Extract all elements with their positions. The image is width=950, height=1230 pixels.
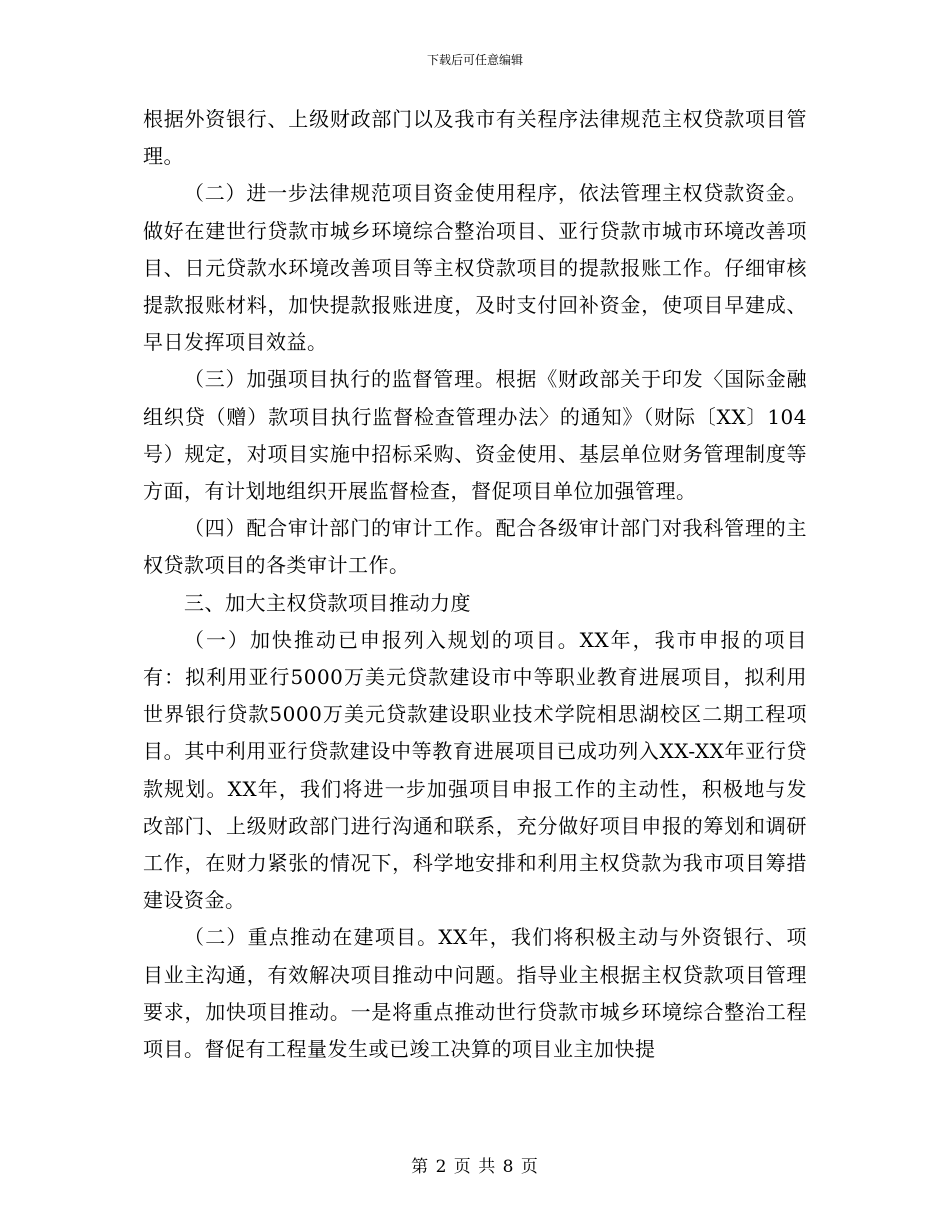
section-heading-3: 三、加大主权贷款项目推动力度	[184, 590, 471, 615]
paragraph-subsection-1: （一）加快推动已申报列入规划的项目。XX年，我市申报的项目有：拟利用亚行5000万美元贷款建设市中等职业教育进展项目，拟利用世界银行贷款5000万美元贷款建设职业技术学院相思湖校区二期工程项目。其中利用亚行贷款建设中等教育进展项目已成功列入XX-XX年亚行贷款规划。XX年，我们将进一步加强项目申报工作的主动性，积极地与发改部门、上级财政部门进行沟通和联系，充分做好项目申报的筹划和调研工作，在财力紧张的情况下，科学地安排和利用主权贷款为我市项目筹措建设资金。	[143, 627, 807, 913]
page-header-note: 下载后可任意编辑	[426, 53, 523, 67]
paragraph-section-4: （四）配合审计部门的审计工作。配合各级审计部门对我科管理的主权贷款项目的各类审计工作。	[143, 516, 807, 578]
paragraph-subsection-2: （二）重点推动在建项目。XX年，我们将积极主动与外资银行、项目业主沟通，有效解决项目推动中问题。指导业主根据主权贷款项目管理要求，加快项目推动。一是将重点推动世行贷款市城乡环境综合整治工程项目。督促有工程量发生或已竣工决算的项目业主加快提	[143, 925, 807, 1062]
paragraph-section-2: （二）进一步法律规范项目资金使用程序，依法管理主权贷款资金。做好在建世行贷款市城乡环境综合整治项目、亚行贷款市城市环境改善项目、日元贷款水环境改善项目等主权贷款项目的提款报账工作。仔细审核提款报账材料，加快提款报账进度，及时支付回补资金，使项目早建成、早日发挥项目效益。	[143, 181, 807, 355]
page-number: 第 2 页 共 8 页	[411, 1157, 539, 1177]
paragraph-section-3: （三）加强项目执行的监督管理。根据《财政部关于印发〈国际金融组织贷（赠）款项目执行监督检查管理办法〉的通知》（财际〔XX〕104号）规定，对项目实施中招标采购、资金使用、基层单位财务管理制度等方面，有计划地组织开展监督检查，督促项目单位加强管理。	[143, 367, 807, 504]
document-body	[143, 101, 807, 1068]
paragraph-continuation: 根据外资银行、上级财政部门以及我市有关程序法律规范主权贷款项目管理。	[143, 107, 807, 169]
